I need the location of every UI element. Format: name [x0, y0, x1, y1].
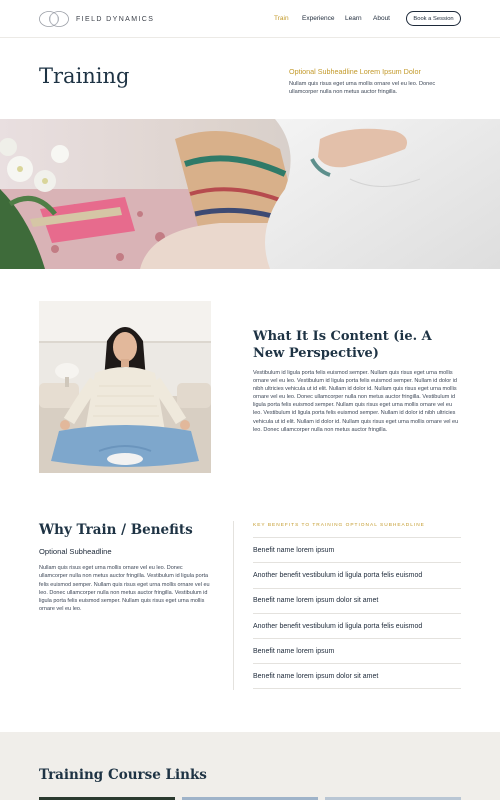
nav-item-about[interactable]: About: [373, 15, 390, 22]
hero-subheadline: Optional Subheadline Lorem Ipsum Dolor: [289, 67, 421, 76]
content-section-title: What It Is Content (ie. A New Perspective): [253, 329, 432, 361]
benefits-list: [253, 537, 461, 689]
benefits-list-label: KEY BENEFITS TO TRAINING OPTIONAL SUBHEADLINE: [253, 523, 425, 528]
benefits-subheadline: Optional Subheadline: [39, 547, 112, 556]
nav-item-train[interactable]: Train: [274, 15, 289, 22]
benefit-item: Benefit name lorem ipsum dolor sit amet: [253, 663, 461, 688]
courses-section: [0, 732, 500, 800]
logo-mark-icon: [38, 10, 70, 28]
benefit-item: Another benefit vestibulum id ligula porta felis euismod: [253, 613, 461, 638]
main-nav: [274, 15, 403, 22]
nav-item-experience[interactable]: Experience: [302, 15, 335, 22]
section-divider: [233, 521, 234, 690]
hero-banner-image: [0, 119, 500, 269]
benefit-item: Benefit name lorem ipsum: [253, 537, 461, 562]
benefits-section-body: Nullam quis risus eget urna mollis ornare vel eu leo. Donec ullamcorper nulla non metus auctor fringilla. Vestibulum id ligula porta felis euismod semper. Nullam quis risus eget urna mollis ornare vel eu leo. Donec ullamcorper nulla non metus auctor fringilla. Vestibulum id ligula porta felis euismod semper. Nullam quis risus eget urna mollis ornare vel eu leo.: [39, 565, 210, 613]
benefit-item: Another benefit vestibulum id ligula porta felis euismod: [253, 562, 461, 587]
site-header: [0, 0, 500, 38]
benefits-section-title: Why Train / Benefits: [39, 522, 193, 538]
nav-item-learn[interactable]: Learn: [345, 15, 362, 22]
page-title: Training: [39, 64, 130, 88]
courses-section-title: Training Course Links: [39, 767, 207, 783]
book-session-button[interactable]: Book a Session: [406, 11, 461, 26]
site-logo[interactable]: [38, 10, 154, 28]
content-section-body: Vestibulum id ligula porta felis euismod semper. Nullam quis risus eget urna mollis ornare vel eu leo. Vestibulum id ligula porta felis euismod semper. Nullam id dolor id nibh ultricies vehicula ut id elit. Nullam id dolor id. Nullam quis risus eget urna mollis ornare vel eu leo. Donec ullamcorper nulla non metus auctor fringilla. Vestibulum id ligula porta felis euismod semper. Nullam quis risus eget urna mollis ornare vel eu leo. Vestibulum id ligula porta felis euismod semper. Nullam id dolor id nibh ultricies vehicula ut id elit. Nullam id dolor id. Nullam quis risus eget urna mollis ornare vel eu leo. Donec ullamcorper nulla non metus auctor fringilla.: [253, 370, 459, 433]
meditation-photo: [39, 301, 211, 473]
hero-description: Nullam quis risus eget urna mollis ornare vel eu leo. Donec ullamcorper nulla non metus auctor fringilla.: [289, 81, 436, 95]
benefit-item: Benefit name lorem ipsum dolor sit amet: [253, 588, 461, 613]
benefit-item: Benefit name lorem ipsum: [253, 638, 461, 663]
logo-text: FIELD DYNAMICS: [76, 15, 155, 23]
